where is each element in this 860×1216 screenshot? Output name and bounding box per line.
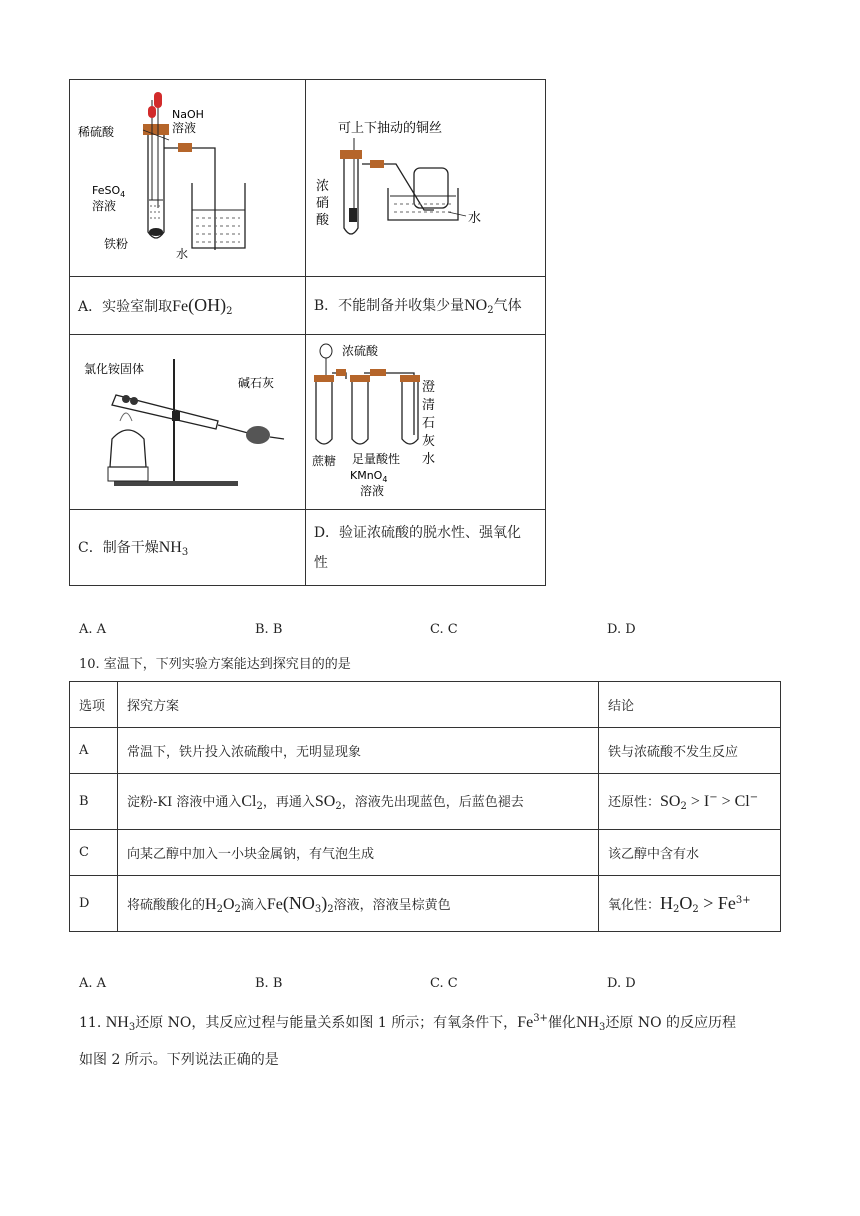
apparatus-b-diagram [306, 80, 535, 272]
cell-c-figure [70, 335, 306, 510]
cell-a-figure [70, 80, 306, 277]
cell-d-figure [305, 335, 545, 510]
label-acidic: 足量酸性 [351, 452, 400, 466]
label-nitric: 硝 [315, 196, 329, 211]
label-naoh: NaOH [172, 108, 204, 121]
header-plan: 探究方案 [118, 682, 599, 728]
label-dilute-acid: 稀硫酸 [78, 125, 115, 139]
label-soda-lime: 碱石灰 [238, 376, 275, 390]
label-iron-powder: 铁粉 [104, 237, 129, 251]
choice-c-q9[interactable]: C. C [430, 622, 458, 637]
row-c-option: C [70, 830, 118, 876]
label-conc: 浓 [315, 179, 329, 194]
cell-b-figure [305, 80, 545, 277]
question-11-line1: 11. $NH_3$还原 NO，其反应过程与能量关系如图 1 所示；有氧条件下，$Fe^{3+}$催化$NH_3$还原 NO 的反应历程 [79, 1013, 737, 1033]
header-conclusion: 结论 [599, 682, 781, 728]
label-lime-4: 灰 [421, 434, 435, 449]
caption-a: A．实验室制取$Fe(OH)_2$ [70, 277, 306, 335]
label-feso4-solution: 溶液 [92, 199, 117, 213]
q9-apparatus-table [69, 79, 546, 586]
row-b-conclusion: 还原性：$SO_2 > I^- > Cl^-$ [599, 774, 781, 830]
table-row [70, 876, 781, 932]
label-naoh-solution: 溶液 [172, 121, 197, 135]
question-11-line2: 如图 2 所示。下列说法正确的是 [79, 1052, 279, 1068]
stopper-icon [143, 124, 169, 135]
question-10-stem: 10. 室温下，下列实验方案能达到探究目的的是 [79, 657, 351, 672]
row-a-conclusion: 铁与浓硫酸不发生反应 [599, 728, 781, 774]
row-d-plan: 将硫酸酸化的$H_2O_2$滴入$Fe(NO_3)_2$溶液，溶液呈棕黄色 [118, 876, 599, 932]
label-lime-2: 清 [421, 398, 435, 413]
row-c-conclusion: 该乙醇中含有水 [599, 830, 781, 876]
label-conc-h2so4: 浓硫酸 [341, 344, 378, 358]
label-nh4cl: 氯化铵固体 [84, 362, 145, 376]
row-a-option: A [70, 728, 118, 774]
label-kmno4-solution: 溶液 [359, 484, 384, 498]
label-sucrose: 蔗糖 [311, 454, 336, 468]
row-a-plan: 常温下，铁片投入浓硫酸中，无明显现象 [118, 728, 599, 774]
row-b-option: B [70, 774, 118, 830]
caption-b: B．不能制备并收集少量$NO_2$气体 [305, 277, 545, 335]
choice-d-q10[interactable]: D. D [607, 976, 636, 991]
header-option: 选项 [70, 682, 118, 728]
label-water: 水 [176, 247, 189, 261]
row-b-plan: 淀粉-KI 溶液中通入$Cl_2$，再通入$SO_2$，溶液先出现蓝色，后蓝色褪去 [118, 774, 599, 830]
label-water-b: 水 [467, 211, 481, 226]
label-copper-wire: 可上下抽动的铜丝 [337, 121, 442, 136]
row-c-plan: 向某乙醇中加入一小块金属钠，有气泡生成 [118, 830, 599, 876]
row-d-option: D [70, 876, 118, 932]
apparatus-c-diagram [70, 335, 299, 505]
apparatus-d-diagram [306, 335, 535, 505]
label-feso4: FeSO$_4$ [92, 184, 126, 199]
choice-a-q9[interactable]: A. A [79, 622, 107, 637]
label-kmno4: KMnO$_4$ [349, 469, 388, 484]
caption-d: D．验证浓硫酸的脱水性、强氧化 性 [305, 510, 545, 586]
table-row [70, 774, 781, 830]
table-row [70, 830, 781, 876]
q10-table [69, 681, 781, 932]
caption-c: C．制备干燥$NH_3$ [70, 510, 306, 586]
table-header-row [70, 682, 781, 728]
choice-b-q10[interactable]: B. B [255, 976, 283, 991]
choice-c-q10[interactable]: C. C [430, 976, 458, 991]
choice-d-q9[interactable]: D. D [607, 622, 636, 637]
label-acid: 酸 [315, 213, 329, 228]
apparatus-a-diagram [70, 80, 299, 272]
label-lime-5: 水 [421, 452, 435, 467]
choice-b-q9[interactable]: B. B [255, 622, 283, 637]
choice-a-q10[interactable]: A. A [79, 976, 107, 991]
table-row [70, 728, 781, 774]
label-lime-1: 澄 [421, 380, 435, 395]
label-lime-3: 石 [421, 416, 435, 431]
row-d-conclusion: 氧化性：$H_2O_2 > Fe^{3+}$ [599, 876, 781, 932]
